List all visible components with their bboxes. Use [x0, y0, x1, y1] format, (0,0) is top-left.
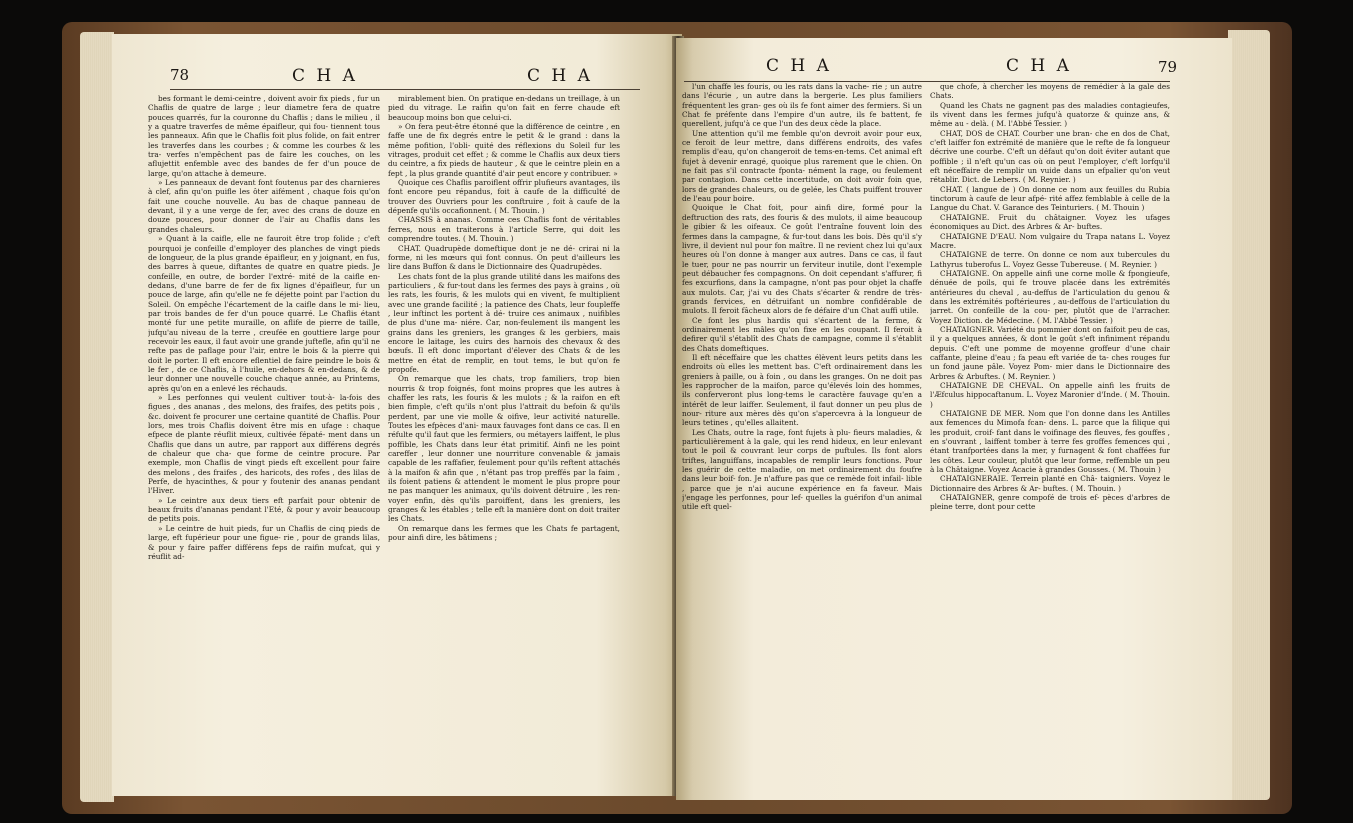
page-edges-right	[1228, 30, 1270, 800]
right-column-2	[930, 82, 1170, 782]
right-page-number: 79	[1158, 58, 1178, 76]
paragraph: CHATAIGNE. On appelle ainfi une corne molle & fpongieufe, dénuée de poils, qui fe trouve placée dans les extrémités antérieures du cheval , au-deffus de l'articulation du genou & dans les extrémités poftérieures , au-deffous de l'articulation du jarret. On confeille de la cou- per, plutôt que de l'arracher. Voyez Diction. de Médecine. ( M. l'Abbé Tessier. )	[930, 268, 1170, 325]
paragraph: On remarque dans les fermes que les Chats fe partagent, pour ainfi dire, les bâtimens ;	[388, 523, 620, 543]
paragraph: CHATAIGNE DE MER. Nom que l'on donne dans les Antilles aux femences du Mimofa fcan- dens. L. parce que la filique qui les produit, croif- fant dans le voifinage des fleuves, fes gouffes , en s'ouvrant , laiffent tomber à terre fes groffes femences qui , étant tranfportées dans la mer, y furnagent & font chaffées fur les côtes. Leur couleur, plutôt que leur forme, reffemble un peu à la Châtaigne. Voyez Acacie à grandes Gousses. ( M. Thouin )	[930, 409, 1170, 475]
left-page	[112, 34, 682, 796]
paragraph: CHAT. ( langue de ) On donne ce nom aux feuilles du Rubia tinctorum à caufe de leur afpé- rité affez femblable à celle de la Langue du Chat. V. Garance des Teinturiers. ( M. Thouin )	[930, 184, 1170, 213]
paragraph: CHAT. Quadrupède domeftique dont je ne dé- crirai ni la forme, ni les mœurs qui font connus. On peut d'ailleurs les lire dans Buffon & dans le Dictionnaire des Quadrupèdes.	[388, 243, 620, 272]
paragraph: » Le ceintre de huit pieds, fur un Chaflis de cinq pieds de large, eft fupérieur pour une figue- rie , pour de grands lilas, & pour y faire paffer différens feps de raifin mufcat, qui y réuflit ad-	[148, 523, 380, 561]
paragraph: CHATAIGNER, genre compofé de trois ef- pèces d'arbres de pleine terre, dont pour cette	[930, 493, 1170, 512]
paragraph: » On fera peut-être étonné que la différence de ceintre , en faffe une de fix degrés entre le petit & le grand : dans la même pofition, l'obli- quité des réflexions du Soleil fur les vitrages, produit cet effet ; & comme le Chaflis aux deux tiers du ceintre, a fix pieds de hauteur , & que le ceintre plein en a fept , la plus grande quantité d'air peut encore y contribuer. »	[388, 122, 620, 178]
paragraph: CHAT, DOS de CHAT. Courber une bran- che en dos de Chat, c'eft laiffer fon extrémité de manière que le refte de fa longueur décrive une courbe. C'eft un défaut qu'on doit éviter autant que poffible ; il n'eft qu'un cas où on peut l'employer, c'eft lorfqu'il eft néceffaire de remplir un vuide dans un efpalier qu'on veut rétablir. Dict. de Lebers. ( M. Reynier. )	[930, 128, 1170, 185]
paragraph: CHASSIS à ananas. Comme ces Chaflis font de véritables ferres, nous en traiterons à l'article Serre, qui doit les comprendre toutes. ( M. Thouin. )	[388, 215, 620, 244]
paragraph: » Quant à la caifle, elle ne fauroit être trop folide ; c'eft pourquoi je confeille d'employer des planches de vingt pieds de longueur, de la plus grande épaifleur, en y joignant, en fus, des barres à queue, diftantes de quatre en quatre pieds. Je confeille, en outre, de border l'extré- mité de la caifle en-dedans, d'une barre de fer de fix lignes d'épaifleur, fur un pouce de large, afin qu'elle ne fe déjette point par l'action du Soleil. On empêche l'écartement de la caifle dans le mi- lieu, par trois bandes de fer d'un pouce quarré. Le Chaflis étant monté fur une petite muraille, on aflife de pierre de taille, jufqu'au niveau de la terre , creufée en gouttiere large pour recevoir les eaux, il faut avoir une grande juftefle, afin qu'il ne refte pas de paflage pour l'air, entre le bois & la pierre qui doit le porter. Il eft encore eflentiel de faire peindre le bois & le fer , de ce Chaflis, à l'huile, en-dehors & en-dedans, & de leur donner une nouvelle couche chaque année, au Printems, après qu'on en a enlevé les réchauds.	[148, 234, 380, 393]
left-column-2	[388, 94, 620, 794]
left-head-rule	[170, 89, 640, 90]
paragraph: » Les panneaux de devant font foutenus par des charnieres à clef, afin qu'on puifle les ôter aifément , chaque fois qu'on fait une couche nouvelle. Au bas de chaque panneau de devant, il y a une verge de fer, avec des crans de douze en douze pouces, pour donner de l'air au Chaflis dans les grandes chaleurs.	[148, 178, 380, 234]
paragraph: Quand les Chats ne gagnent pas des maladies contagieufes, ils vivent dans les fermes jufqu'à quatorze & quinze ans, & même au - delà. ( M. l'Abbé Tessier. )	[930, 100, 1170, 129]
paragraph: mirablement bien. On pratique en-dedans un treillage, à un pied du vitrage. Le raifin qu'on fait en ferre chaude eft beaucoup moins bon que celui-ci.	[388, 94, 620, 122]
paragraph: CHATAIGNE de terre. On donne ce nom aux tubercules du Lathyrus tuberofus L. Voyez Gesse Tubereuse. ( M. Reynier. )	[930, 250, 1170, 269]
paragraph: Quoique le Chat foit, pour ainfi dire, formé pour la deftruction des rats, des fouris & des mulots, il aime beaucoup le gibier & les oifeaux. Ce goût l'entraîne fouvent loin des fermes dans la campagne, & fur-tout dans les bois. Dès qu'il s'y livre, il devient nul pour fon maître. Il ne revient chez lui qu'aux heures où l'on donne à manger aux autres. Dans ce cas, il faut le tuer, pour ne pas nourrir un ferviteur inutile, dont l'exemple peut débaucher fes compagnons. On doit cependant s'affurer, fi fes excurfions, dans la campagne, n'ont pas pour objet la chaffe aux mulots. Car, j'ai vu des Chats s'écarter & rendre de très-grands fervices, en détruifant un nombre confidérable de mulots. Il feroit fâcheux alors de fe défaire d'un Chat auffi utile.	[682, 203, 922, 316]
left-page-number: 78	[170, 66, 190, 84]
paragraph: bes formant le demi-ceintre , doivent avoir fix pieds , fur un Chaflis de quatre de large ; leur diametre fera de quatre pouces quarrés, fur la couronne du Chaflis ; dans le milieu , il y a quatre traverfes de même épaifleur, qui fou- tiennent tous les panneaux. Afin que le Chaflis foit plus folide, on fait entrer les traverfes dans les courbes ; & comme les courbes & les tra- verfes n'empêchent pas de faire les couches, on les aflujettit enfemble avec des bandes de fer d'un pouce de large, qu'on attache à demeure.	[148, 94, 380, 178]
paragraph: CHATAIGNE D'EAU. Nom vulgaire du Trapa natans L. Voyez Macre.	[930, 231, 1170, 250]
paragraph: Une attention qu'il me femble qu'on devroit avoir pour eux, ce feroit de leur mettre, dans différens endroits, des vafes remplis d'eau, qu'on changeroit de tems-en-tems. Cet animal eft fujet à devenir enragé, quoique plus rarement que le chien. On ne fait pas s'il contracte fponta- nément la rage, ou feulement par contagion. Dans cette incertitude, on doit avoir foin que, lors de grandes chaleurs, ou de gelée, les Chats puiffent trouver de l'eau pour boire.	[682, 128, 922, 204]
paragraph: Il eft néceffaire que les chattes élèvent leurs petits dans les endroits où elles les mettent bas. C'eft ordinairement dans les greniers à paille, ou à foin , ou dans les granges. On ne doit pas les rapprocher de la maifon, parce qu'élevés loin des hommes, ils conferveront plus long-tems le caractère fauvage qu'en a intérêt de leur laiffer. Seulement, il faut donner un peu plus de nour- riture aux mères dès qu'on s'apercevra à la longueur de leurs tetines , qu'elles allaitent.	[682, 352, 922, 428]
paragraph: CHATAIGNE. Fruit du châtaigner. Voyez les ufages économiques au Dict. des Arbres & Ar- buftes.	[930, 212, 1170, 232]
right-running-head-2: C H A	[1006, 56, 1072, 76]
paragraph: que chofe, à chercher les moyens de remédier à la gale des Chats.	[930, 82, 1170, 101]
paragraph: l'un chaffe les fouris, ou les rats dans la vache- rie ; un autre dans l'écurie , un autre dans la bergerie. Les plus familiers fréquentent les gran- ges où ils fe font aimer des fermiers. Si un Chat fe préfente dans l'empire d'un autre, ils fe battent, fe querellent, jufqu'à ce que l'un des deux cède la place.	[682, 82, 922, 129]
paragraph: CHATAIGNERAIE. Terrein planté en Châ- taigniers. Voyez le Dictionnaire des Arbres & Ar- buftes. ( M. Thouin. )	[930, 474, 1170, 493]
left-running-head-2: C H A	[527, 66, 593, 86]
right-running-head-1: C H A	[766, 56, 832, 76]
paragraph: Ce font les plus hardis qui s'écartent de la ferme, & ordinairement les mâles qu'on fixe en les coupant. Il feroit à defirer qu'il s'établît des Chats de campagne, comme il s'établit des Chats domeftiques.	[682, 315, 922, 353]
paragraph: Les Chats, outre la rage, font fujets à plu- fieurs maladies, & particulièrement à la gale, qui les rend hideux, en leur enlevant tout le poil & couvrant leur corps de puftules. Ils font alors triftes, languiffans, incapables de remplir leurs fonctions. Pour les guérir de cette maladie, on met ordinairement du foufre dans leur boif- fon. Je n'affure pas que ce remède foit infail- lible , parce que je n'ai aucune expérience en fa faveur. Mais j'engage les perfonnes, pour lef- quelles la guérifon d'un animal utile eft quel-	[682, 427, 922, 512]
left-column-1	[148, 94, 380, 794]
left-running-head-1: C H A	[292, 66, 358, 86]
right-page	[676, 38, 1232, 800]
paragraph: CHATAIGNER. Variété du pommier dont on faifoit peu de cas, il y a quelques années, & dont le goût s'eft infiniment répandu depuis. C'eft une pomme de moyenne groffeur d'une chair caffante, pleine d'eau ; fa peau eft variée de ta- ches rouges fur un fond jaune pâle. Voyez Pom- mier dans le Dictionnaire des Arbres & Arbuftes. ( M. Reynier. )	[930, 324, 1170, 381]
paragraph: » Le ceintre aux deux tiers eft parfait pour obtenir de beaux fruits d'ananas pendant l'Eté, & pour y avoir beaucoup de petits pois.	[148, 495, 380, 524]
paragraph: Quoique ces Chaflis paroiflent offrir plufieurs avantages, ils font encore peu répandus, foit à caufe de la difficulté de trouver des Ouvriers pour les conftruire , foit à caufe de la dépenfe qu'ils occafionnent. ( M. Thouin. )	[388, 178, 620, 216]
paragraph: On remarque que les chats, trop familiers, trop bien nourris & trop foignés, font moins propres que les autres à chaffer les rats, les fouris & les mulots ; & la raifon en eft bien fimple, c'eft qu'ils n'ont plus l'attrait du befoin & qu'ils perdent, par une vie molle & oifive, leur activité naturelle. Toutes les efpèces d'ani- maux fauvages font dans ce cas. Il en réfulte qu'il faut que les fermiers, ou métayers laiffent, le plus poffible, les Chats dans leur état primitif. Ainfi ne les point careffer , leur donner une nourriture convenable & jamais capable de les raffafier, feulement pour qu'ils reftent attachés à la maifon & afin que , n'étant pas trop preffés par la faim , ils foient patiens & attendent le moment le plus propre pour ne pas manquer les animaux, qu'ils doivent détruire , les ren- voyer enfin, dès qu'ils paroiffent, dans les greniers, les granges & les étables ; telle eft la manière dont on doit traiter les Chats.	[388, 374, 620, 524]
page-edges-left	[80, 32, 114, 802]
paragraph: Les chats font de la plus grande utilité dans les maifons des particuliers , & fur-tout dans les fermes des pays à grains , où les rats, les fouris, & les mulots qui en vivent, fe multiplient avec une grande facilité ; la patience des Chats, leur foupleffe , leur inftinct les portent à dé- truire ces animaux , nuifibles de plus d'une ma- niére. Car, non-feulement ils mangent les grains dans les greniers, les granges & les gerbiers, mais encore le laitage, les cuirs des harnois des chevaux & des bœufs. Il eft donc important d'élever des Chats & de les mettre en état de remplir, en tout tems, le but qu'on fe propofe.	[388, 271, 620, 374]
right-column-1	[682, 82, 922, 782]
paragraph: » Les perfonnes qui veulent cultiver tout-à- la-fois des figues , des ananas , des melons, des fraifes, des petits pois , &c. doivent fe procurer une certaine quantité de Chaflis. Pour lors, mes trois Chaflis doivent être mis en ufage : chaque efpece de plante réuflit mieux, cultivée fépaté- ment dans un Chaflis que dans un autre, par rapport aux différens degrés de chaleur que cha- que forme de ceintre procure. Par exemple, mon Chaflis de vingt pieds eft excellent pour faire des melons , des fraifes , des haricots, des rofes , des lilas de Perfe, de hyacinthes, & pour y foutenir des ananas pendant l'Hiver.	[148, 393, 380, 496]
paragraph: CHATAIGNE DE CHEVAL. On appelle ainfi les fruits de l'Æfculus hippocaftanum. L. Voyez Maronier d'Inde. ( M. Thouin. )	[930, 381, 1170, 409]
